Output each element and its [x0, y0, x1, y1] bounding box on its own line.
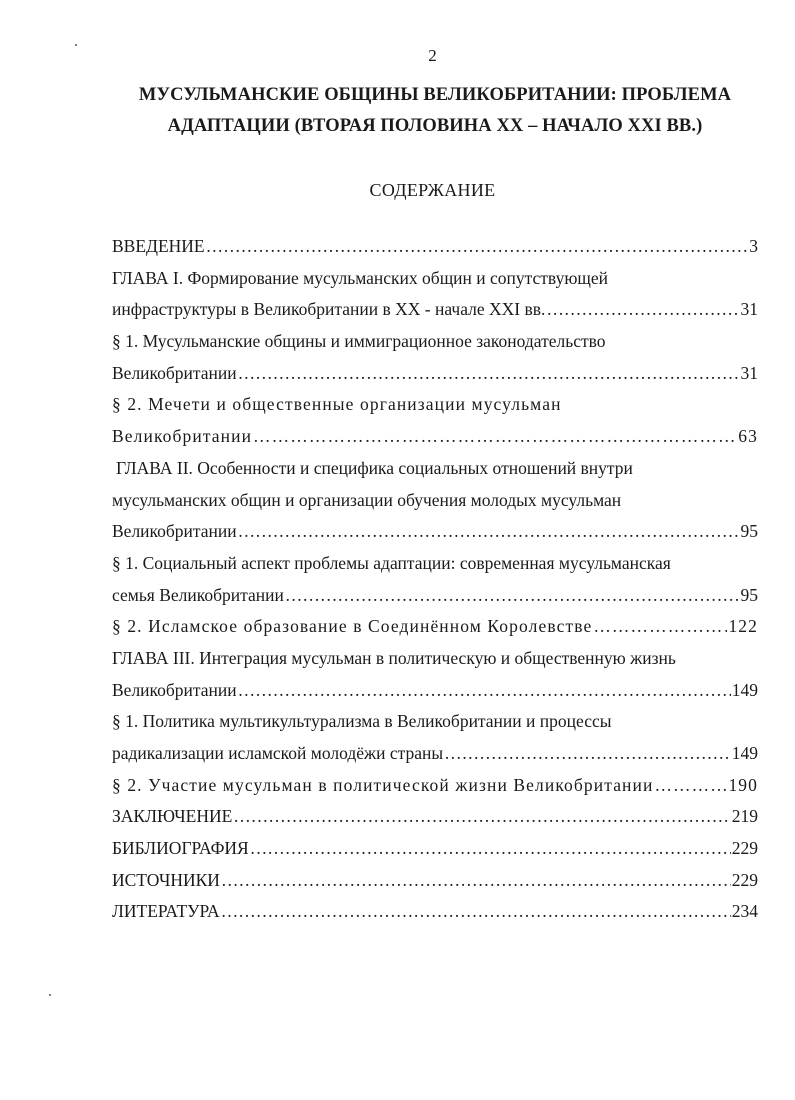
toc-entry-title: радикализации исламской молодёжи страны — [112, 743, 444, 763]
toc-entry-title: БИБЛИОГРАФИЯ — [112, 838, 249, 859]
document-title — [110, 80, 760, 142]
title-line-1: МУСУЛЬМАНСКИЕ ОБЩИНЫ ВЕЛИКОБРИТАНИИ: ПРОБЛЕМА — [138, 85, 732, 105]
toc-entry-title: § 2. Исламское образование в Соединённом Королевстве — [112, 616, 593, 637]
toc-entry-title: Великобритании — [112, 362, 237, 383]
title-line-2: АДАПТАЦИИ (ВТОРАЯ ПОЛОВИНА XX – НАЧАЛО XXI ВВ.) — [167, 116, 703, 136]
toc-entry-ch2-section-2[interactable] — [112, 616, 758, 648]
toc-entry-ch1-section-2-line-1[interactable]: § 2. Мечети и общественные организации мусульман — [112, 394, 562, 415]
toc-entry-chapter-1-line-1[interactable]: ГЛАВА I. Формирование мусульманских общин и сопутствующей — [112, 267, 609, 288]
toc-page-number: 149 — [731, 679, 758, 700]
toc-entry-title: ИСТОЧНИКИ — [112, 869, 220, 890]
toc-entry-title: ЛИТЕРАТУРА — [112, 901, 220, 922]
dot-leader — [238, 363, 740, 384]
scan-speck — [75, 44, 77, 46]
toc-entry-chapter-1[interactable] — [112, 299, 758, 331]
toc-page-number: 31 — [740, 362, 758, 383]
dot-leader — [221, 901, 731, 922]
toc-page-number: 229 — [731, 838, 758, 859]
toc-entry-ch3-section-1[interactable] — [112, 743, 758, 775]
toc-entry-ch1-section-2[interactable] — [112, 426, 758, 458]
dot-leader — [221, 870, 731, 891]
toc-heading: СОДЕРЖАНИЕ — [369, 180, 496, 200]
toc-entry-title: Великобритании — [112, 679, 237, 700]
toc-entry-chapter-3-line-1[interactable]: ГЛАВА III. Интеграция мусульман в политическую и общественную жизнь — [112, 647, 676, 668]
toc-entry-sources[interactable] — [112, 870, 758, 902]
toc-entry-ch1-section-1[interactable] — [112, 363, 758, 395]
toc-entry-title: семья Великобритании — [112, 584, 284, 605]
dot-leader — [253, 426, 737, 447]
toc-entry-ch3-section-1-line-1[interactable]: § 1. Политика мультикультурализма в Великобритании и процессы — [112, 711, 612, 732]
toc-entry-title: Великобритании — [112, 521, 237, 542]
toc-entry-ch1-section-1-line-1[interactable]: § 1. Мусульманские общины и иммиграционное законодательство — [112, 331, 606, 352]
dot-leader — [233, 806, 730, 827]
dot-leader — [593, 616, 727, 637]
toc-page-number: 149 — [731, 743, 758, 763]
table-of-contents — [112, 236, 758, 933]
dot-leader — [444, 743, 731, 764]
page-number: 2 — [428, 46, 437, 65]
toc-page-number: 122 — [728, 616, 758, 637]
toc-entry-ch3-section-2[interactable] — [112, 775, 758, 807]
toc-page-number: 31 — [740, 299, 758, 320]
toc-entry-intro[interactable] — [112, 236, 758, 268]
toc-page-number: 3 — [749, 236, 758, 256]
dot-leader — [238, 521, 740, 542]
dot-leader — [238, 680, 731, 701]
toc-entry-chapter-2-line-1[interactable]: ГЛАВА II. Особенности и специфика социальных отношений внутри — [116, 457, 633, 478]
toc-entry-title: Великобритании — [112, 426, 253, 447]
dot-leader — [285, 585, 740, 606]
toc-entry-ch2-section-1[interactable] — [112, 585, 758, 617]
toc-entry-title: инфраструктуры в Великобритании в XX - начале XXI вв. — [112, 299, 546, 320]
toc-page-number: 229 — [731, 869, 758, 890]
toc-page-number: 190 — [728, 774, 758, 795]
toc-entry-chapter-2[interactable] — [112, 521, 758, 553]
dot-leader — [546, 299, 739, 320]
toc-entry-title: § 2. Участие мусульман в политической жизни Великобритании — [112, 774, 654, 795]
scan-speck — [49, 994, 51, 996]
toc-entry-chapter-3[interactable] — [112, 680, 758, 712]
dot-leader — [206, 236, 749, 257]
toc-entry-conclusion[interactable] — [112, 806, 758, 838]
toc-entry-title: ВВЕДЕНИЕ — [112, 236, 205, 256]
toc-entry-chapter-2-line-2[interactable]: мусульманских общин и организации обучения молодых мусульман — [112, 489, 622, 510]
toc-page-number: 95 — [740, 584, 758, 605]
toc-page-number: 63 — [738, 426, 758, 447]
toc-entry-title: ЗАКЛЮЧЕНИЕ — [112, 806, 233, 827]
toc-entry-ch2-section-1-line-1[interactable]: § 1. Социальный аспект проблемы адаптации: современная мусульманская — [112, 552, 671, 573]
toc-page-number: 234 — [731, 901, 758, 922]
toc-entry-bibliography[interactable] — [112, 838, 758, 870]
dot-leader — [654, 775, 727, 796]
dot-leader — [250, 838, 731, 859]
toc-entry-literature[interactable] — [112, 901, 758, 933]
toc-page-number: 95 — [740, 521, 758, 542]
toc-page-number: 219 — [731, 806, 758, 827]
